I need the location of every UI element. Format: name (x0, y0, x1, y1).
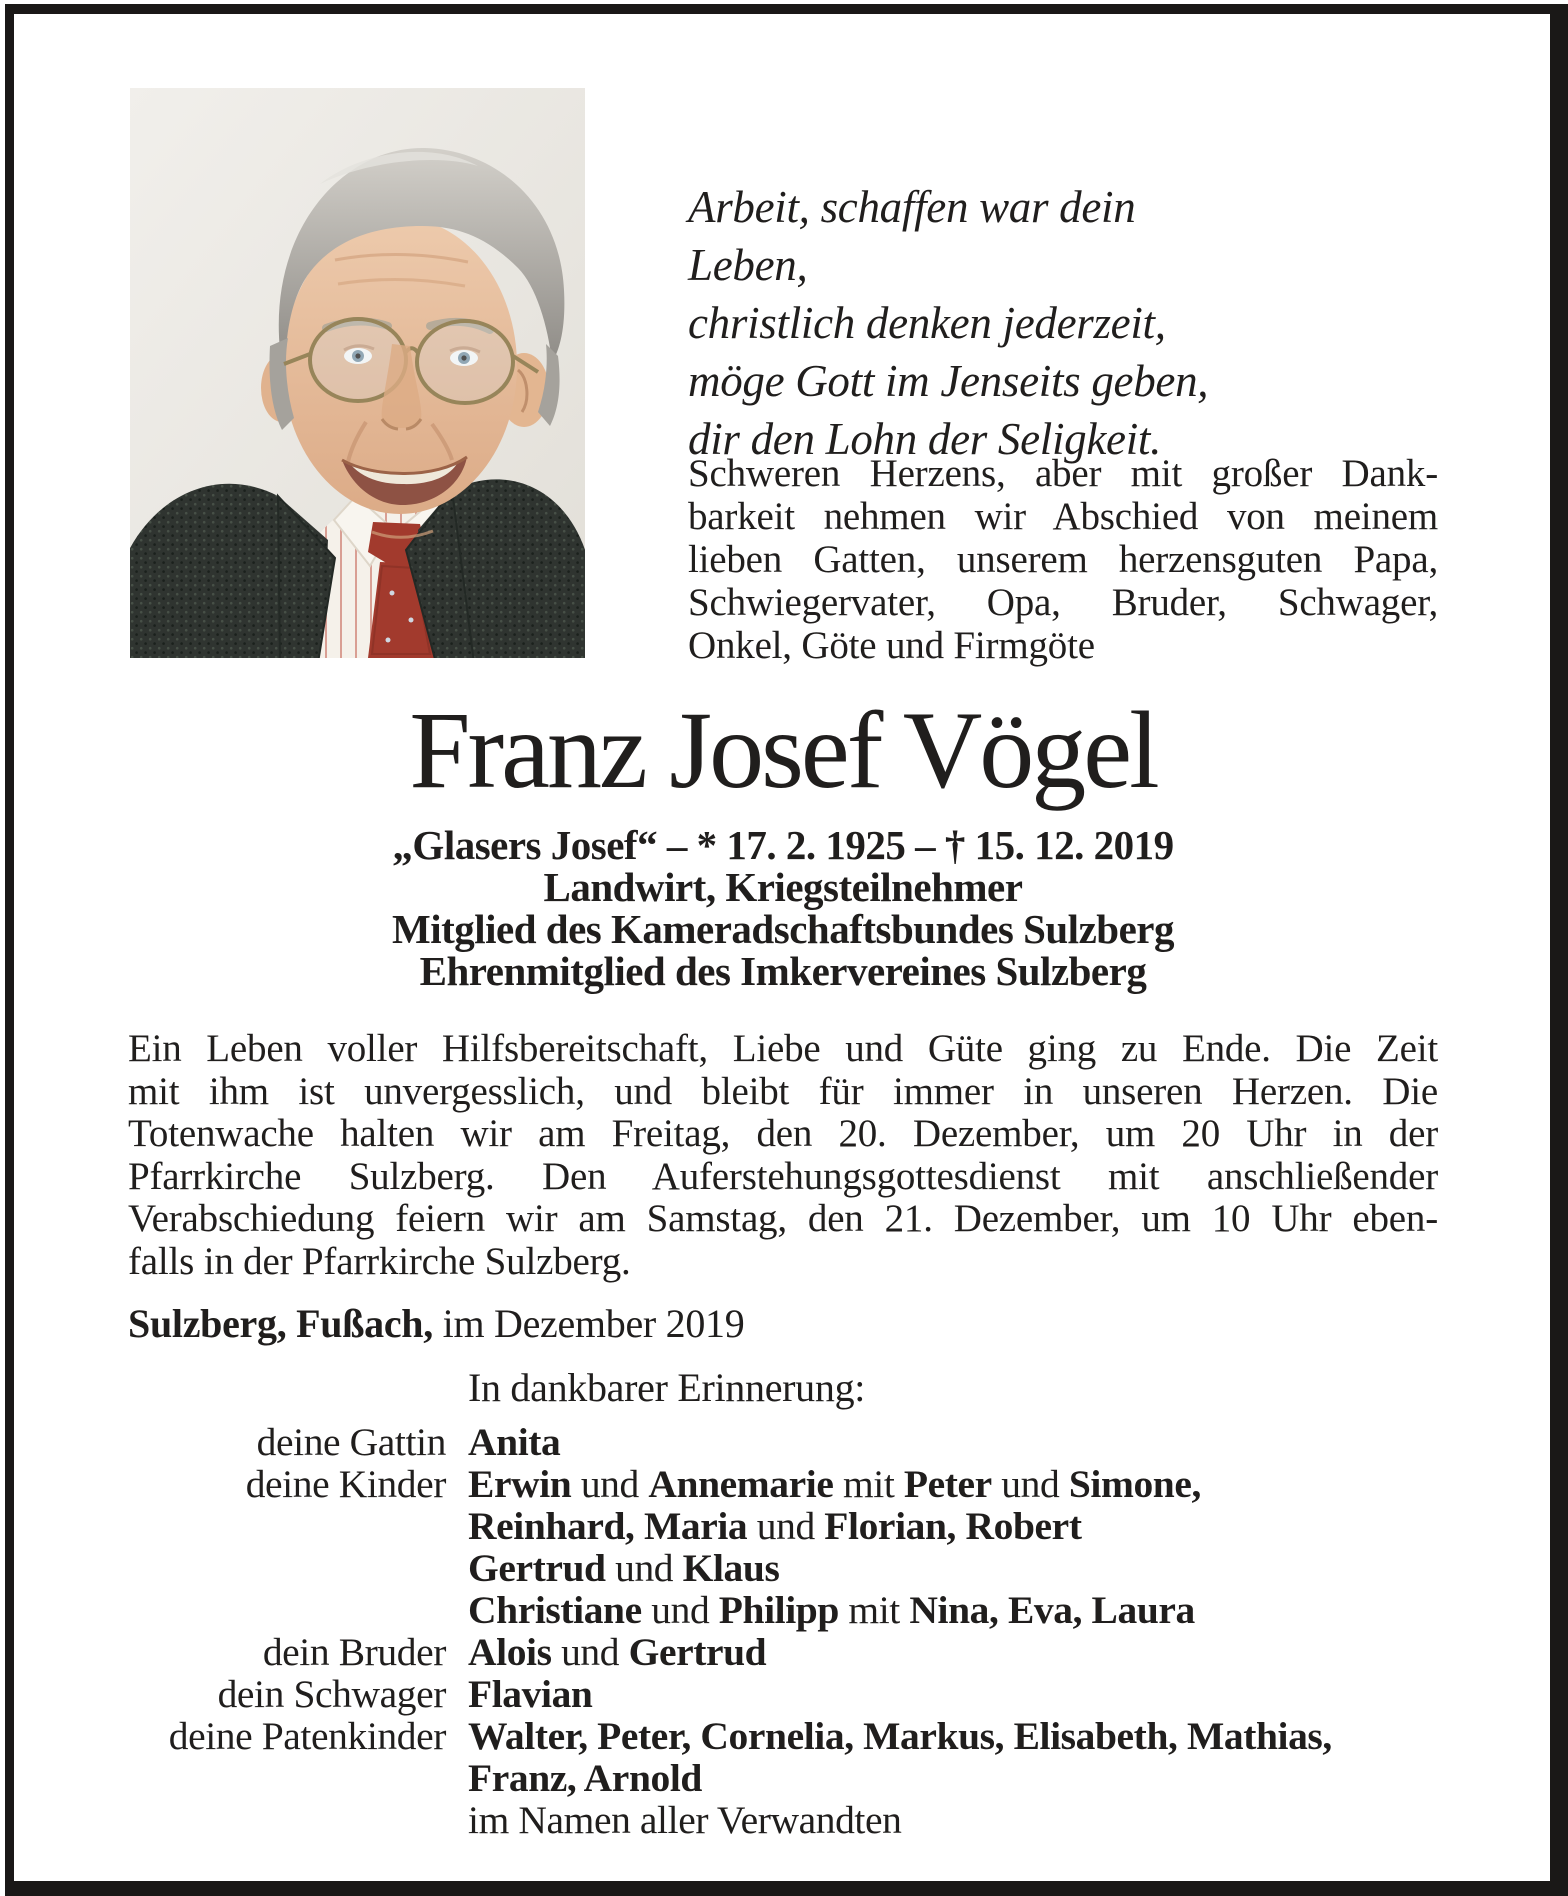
mourner-names: Alois und Gertrud (468, 1630, 767, 1674)
text-line: dir den Lohn der Seligkeit. (688, 414, 1162, 464)
text-line: Arbeit, schaffen war dein Leben, (688, 182, 1136, 290)
mourner-row (128, 1589, 1488, 1631)
remembrance-heading: In dankbarer Erinnerung: (468, 1365, 866, 1410)
mourners-list (128, 1421, 1488, 1841)
mourner-row (128, 1757, 1488, 1799)
text-line: Ehrenmitglied des Imkervereines Sulzberg (419, 948, 1147, 994)
mourner-row (128, 1463, 1488, 1505)
relation-label: deine Kinder (245, 1462, 446, 1506)
farewell-intro (688, 452, 1438, 667)
text-line: lieben Gatten, unserem herzensguten Papa, (688, 538, 1438, 581)
text-line: mit ihm ist unvergesslich, und bleibt für immer in unseren Herzen. Die (128, 1069, 1438, 1113)
relation-label: dein Bruder (262, 1630, 446, 1674)
mourner-row (128, 1421, 1488, 1463)
text-line: „Glasers Josef“ – * 17. 2. 1925 – † 15. 12. 2019 (392, 822, 1174, 868)
mourner-names: Erwin und Annemarie mit Peter und Simone, (468, 1462, 1201, 1506)
mourner-names: Christiane und Philipp mit Nina, Eva, Laura (468, 1588, 1195, 1632)
announcement-text (128, 1028, 1438, 1283)
mourner-names: im Namen aller Verwandten (468, 1798, 902, 1842)
memorial-verse (688, 178, 1248, 468)
mourner-row (128, 1631, 1488, 1673)
text-line: Schwiegervater, Opa, Bruder, Schwager, (688, 581, 1438, 624)
text-line: Verabschiedung feiern wir am Samstag, den 21. Dezember, um 10 Uhr eben- (128, 1197, 1438, 1240)
text-line: Onkel, Göte und Firmgöte (688, 624, 1095, 667)
portrait-photo (130, 88, 585, 658)
relation-label: deine Gattin (256, 1420, 446, 1464)
mourner-row (128, 1547, 1488, 1589)
text-line: Mitglied des Kameradschaftsbundes Sulzberg (392, 906, 1174, 952)
text-line: falls in der Pfarrkirche Sulzberg. (128, 1239, 631, 1283)
text-line: möge Gott im Jenseits geben, (688, 356, 1209, 406)
mourner-names: Anita (468, 1420, 561, 1464)
relation-label: deine Patenkinder (168, 1714, 446, 1758)
mourner-names: Walter, Peter, Cornelia, Markus, Elisabeth, Mathias, (468, 1714, 1332, 1758)
text-line: christlich denken jederzeit, (688, 298, 1166, 348)
portrait-illustration (130, 88, 585, 658)
mourner-names: Flavian (468, 1672, 593, 1716)
text-line: Schweren Herzens, aber mit großer Dank- (688, 452, 1438, 495)
mourner-row (128, 1715, 1488, 1757)
text-line: Pfarrkirche Sulzberg. Den Auferstehungsgottesdienst mit anschließender (128, 1154, 1438, 1198)
mourner-names: Franz, Arnold (468, 1756, 702, 1800)
mourner-row (128, 1505, 1488, 1547)
text-line: barkeit nehmen wir Abschied von meinem (688, 495, 1438, 538)
place-date-line: Sulzberg, Fußach, im Dezember 2019 (128, 1301, 745, 1346)
mourner-names: Gertrud und Klaus (468, 1546, 780, 1590)
mourner-row (128, 1673, 1488, 1715)
mourner-row (128, 1799, 1488, 1841)
relation-label: dein Schwager (217, 1672, 446, 1716)
text-line: Landwirt, Kriegsteilnehmer (543, 864, 1023, 910)
deceased-name: Franz Josef Vögel (409, 689, 1157, 811)
mourner-names: Reinhard, Maria und Florian, Robert (468, 1504, 1082, 1548)
deceased-subtitle (128, 824, 1438, 992)
text-line: Ein Leben voller Hilfsbereitschaft, Liebe und Güte ging zu Ende. Die Zeit (128, 1027, 1438, 1070)
text-line: Totenwache halten wir am Freitag, den 20. Dezember, um 20 Uhr in der (128, 1112, 1438, 1155)
